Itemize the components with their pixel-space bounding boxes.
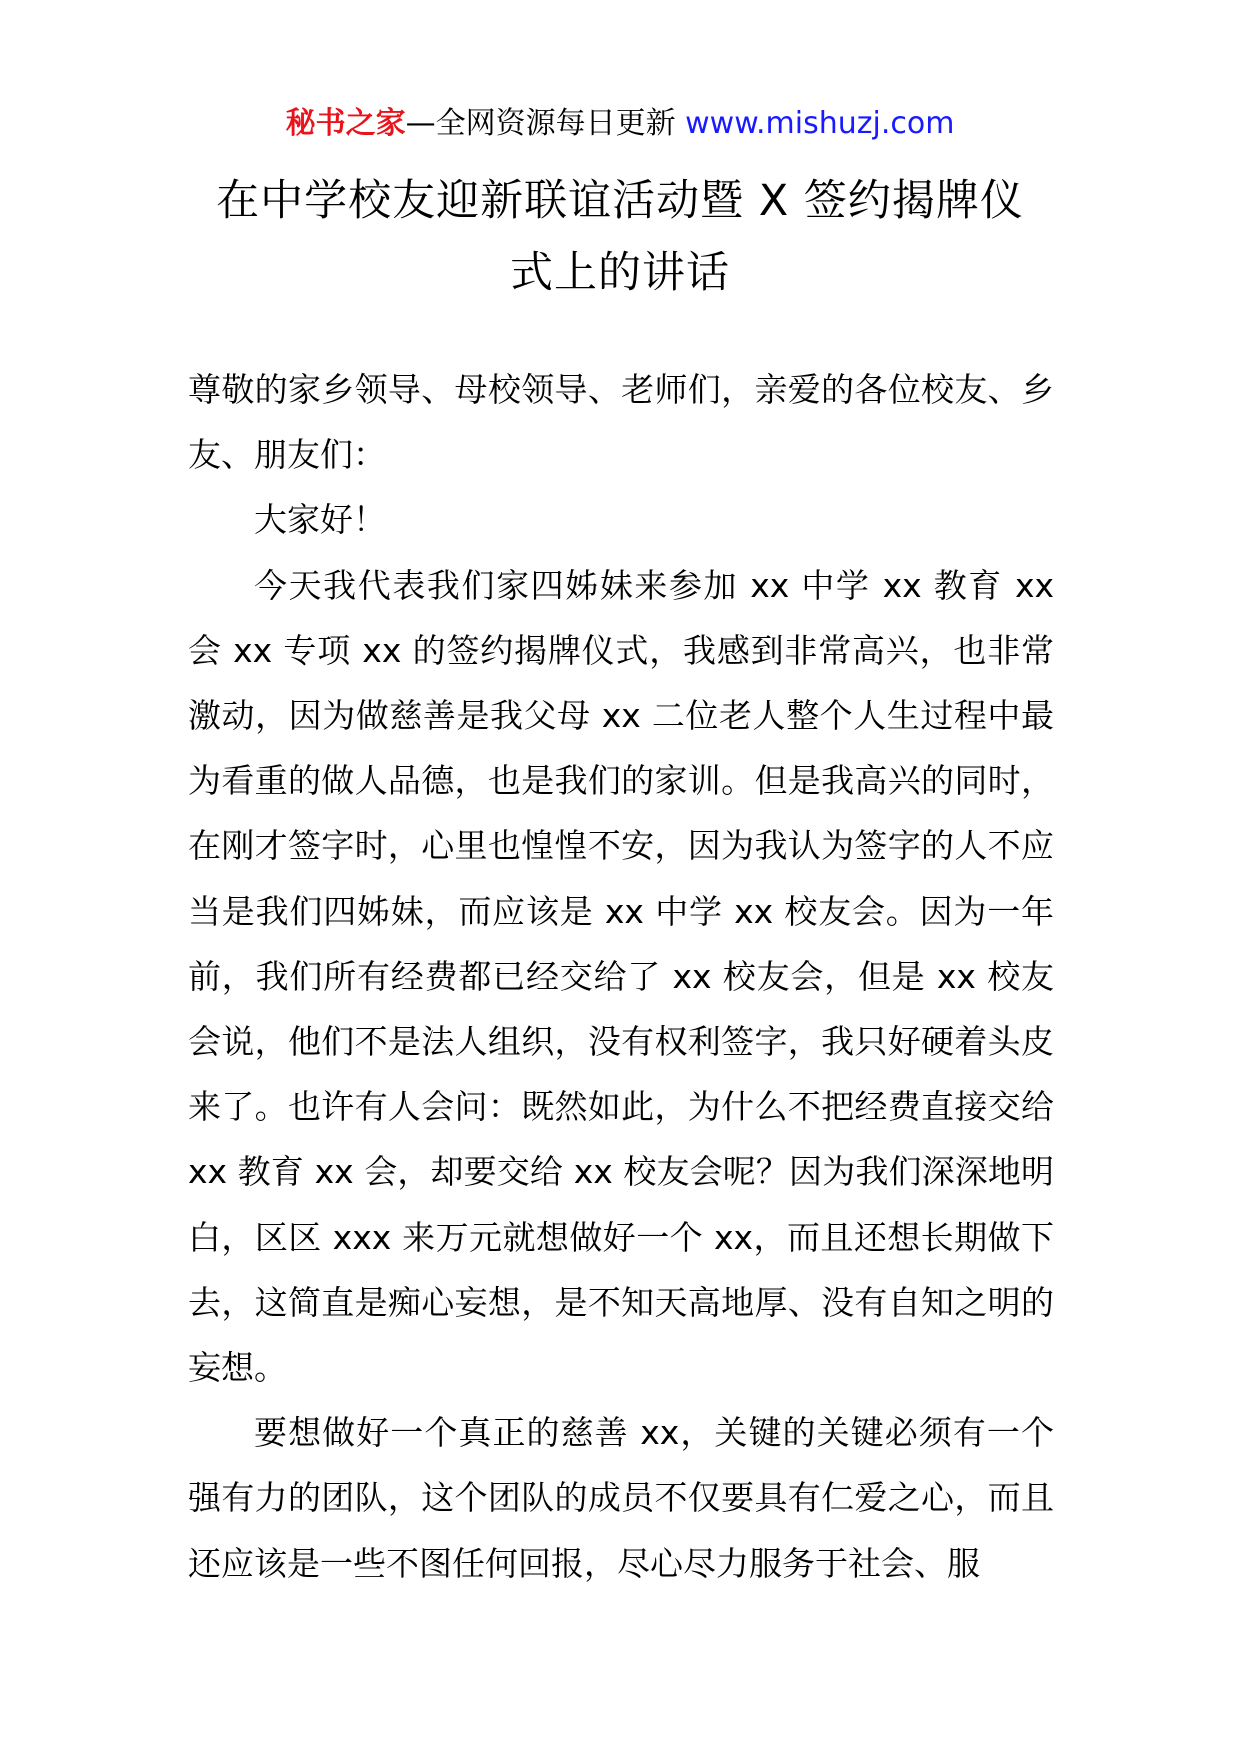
title-line-2: 式上的讲话	[510, 248, 730, 298]
document-body	[188, 357, 1054, 1596]
salutation-paragraph: 尊敬的家乡领导、母校领导、老师们，亲爱的各位校友、乡友、朋友们：	[188, 370, 1054, 475]
body-paragraph-2: 要想做好一个真正的慈善 xx，关键的关键必须有一个强有力的团队，这个团队的成员不仅要具有仁爱之心，而且还应该是一些不图任何回报，尽心尽力服务于社会、服	[188, 1413, 1054, 1583]
document-title	[190, 165, 1050, 309]
site-header	[0, 100, 1240, 148]
header-tagline: —全网资源每日更新	[405, 106, 686, 141]
greeting-paragraph: 大家好！	[254, 500, 386, 540]
title-line-1: 在中学校友迎新联谊活动暨 X 签约揭牌仪	[216, 176, 1024, 226]
site-url-link[interactable]: www.mishuzj.com	[685, 106, 955, 141]
body-paragraph-1: 今天我代表我们家四姊妹来参加 xx 中学 xx 教育 xx 会 xx 专项 xx 的签约揭牌仪式，我感到非常高兴，也非常激动，因为做慈善是我父母 xx 二位老人整个人生过程中最为看重的做人品德，也是我们的家训。但是我高兴的同时，在刚才签字时，心里也惶惶不安，因为我认为签字的人不应当是我们四姊妹，而应该是 xx 中学 xx 校友会。因为一年前，我们所有经费都已经交给了 xx 校友会，但是 xx 校友会说，他们不是法人组织，没有权利签字，我只好硬着头皮来了。也许有人会问：既然如此，为什么不把经费直接交给 xx 教育 xx 会，却要交给 xx 校友会呢？因为我们深深地明白，区区 xxx 来万元就想做好一个 xx，而且还想长期做下去，这简直是痴心妄想，是不知天高地厚、没有自知之明的妄想。	[188, 565, 1054, 1388]
brand-name: 秘书之家	[285, 106, 406, 141]
